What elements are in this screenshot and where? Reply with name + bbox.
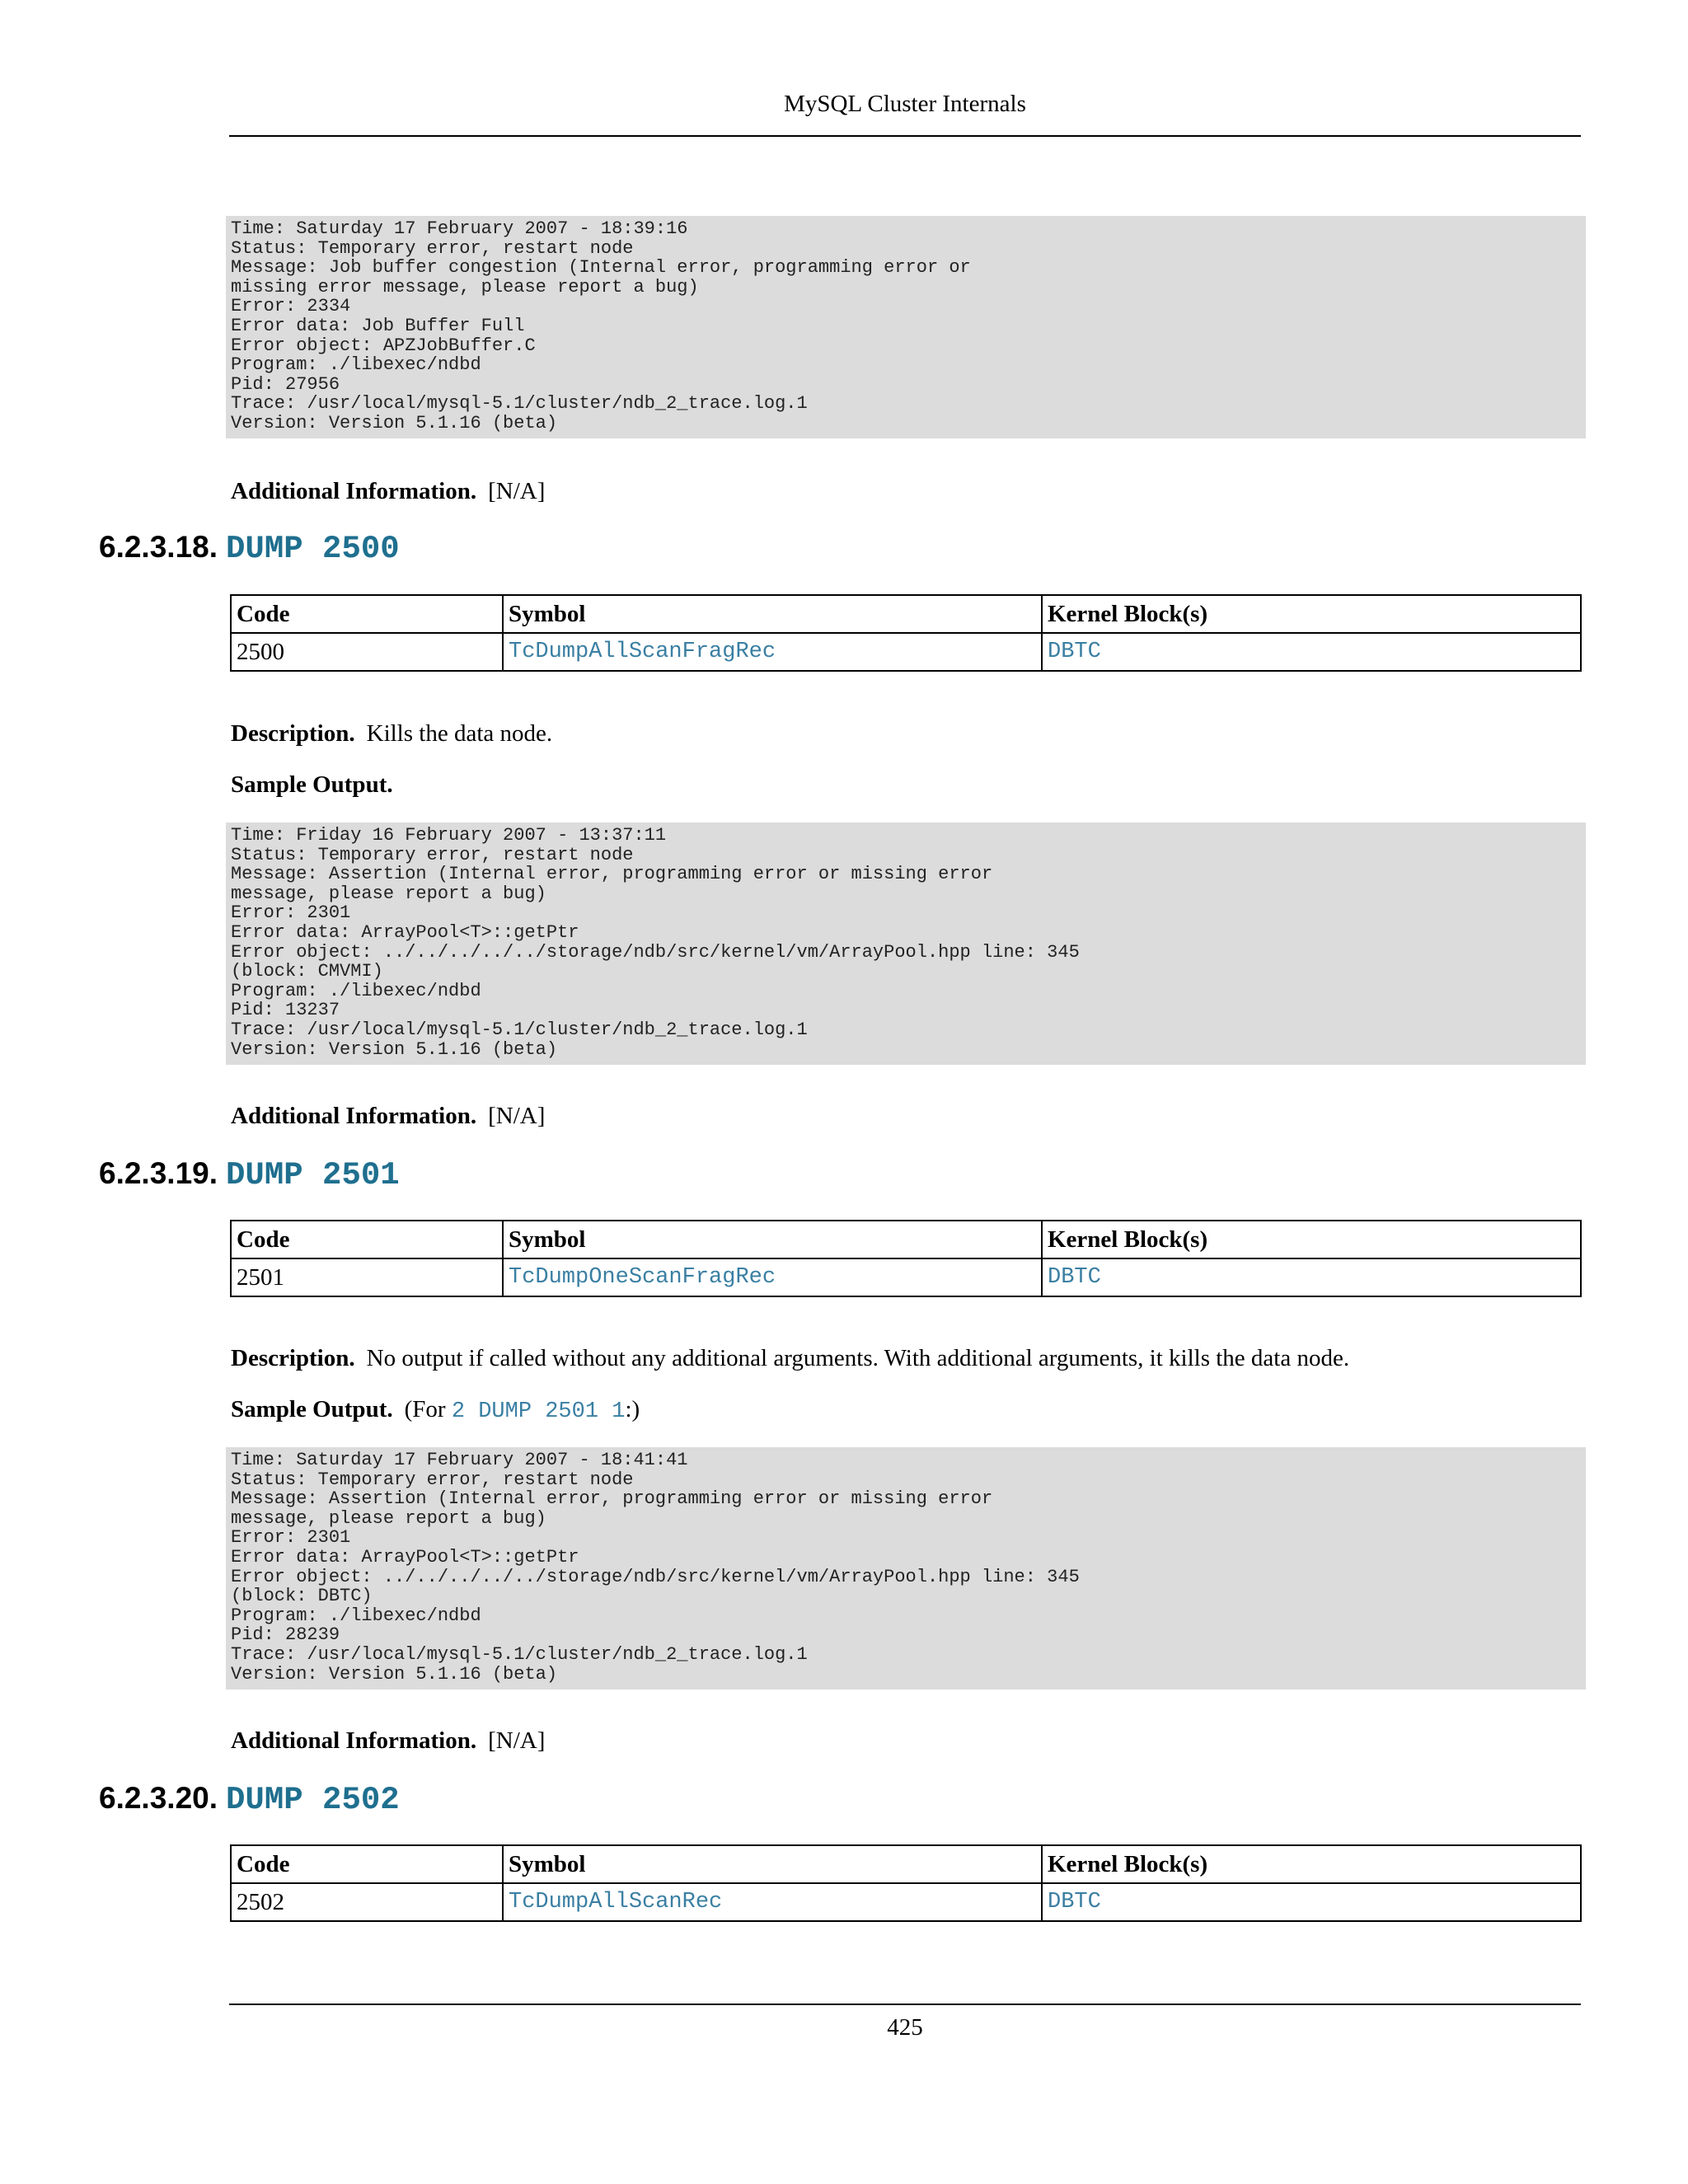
section-command: DUMP 2500 bbox=[226, 531, 400, 567]
column-header-kernel-blocks: Kernel Block(s) bbox=[1042, 595, 1581, 633]
additional-information-label: Additional Information. bbox=[231, 1103, 477, 1129]
description-text: No output if called without any additional arguments. With additional arguments, it kills the data node. bbox=[366, 1345, 1350, 1371]
section-command: DUMP 2502 bbox=[226, 1782, 400, 1818]
symbol-link[interactable]: TcDumpAllScanRec bbox=[503, 1883, 1042, 1921]
section-number: 6.2.3.19. bbox=[99, 1156, 218, 1190]
cell-code: 2500 bbox=[231, 633, 503, 671]
column-header-symbol: Symbol bbox=[503, 595, 1042, 633]
column-header-code: Code bbox=[231, 1221, 503, 1258]
section-number: 6.2.3.18. bbox=[99, 530, 218, 564]
additional-information bbox=[231, 1726, 1582, 1755]
page-number: 425 bbox=[887, 2014, 923, 2041]
additional-information-value: [N/A] bbox=[488, 1727, 546, 1754]
table-header-row bbox=[231, 1845, 1581, 1883]
sample-output-label: Sample Output. bbox=[231, 771, 393, 798]
table-row bbox=[231, 1258, 1581, 1296]
additional-information-label: Additional Information. bbox=[231, 478, 477, 504]
symbol-link[interactable]: TcDumpAllScanFragRec bbox=[503, 633, 1042, 671]
section-heading-dump-2502 bbox=[99, 1779, 400, 1820]
table-header-row bbox=[231, 595, 1581, 633]
description bbox=[231, 1343, 1582, 1373]
header-rule bbox=[229, 135, 1581, 137]
dump-info-table bbox=[230, 1844, 1582, 1922]
column-header-symbol: Symbol bbox=[503, 1221, 1042, 1258]
footer-rule bbox=[229, 2004, 1581, 2005]
additional-information-label: Additional Information. bbox=[231, 1727, 477, 1754]
sample-output-block: Time: Saturday 17 February 2007 - 18:39:16 Status: Temporary error, restart node Message: Job buffer congestion (Internal error, programming error or missing error message, please report a bug) Error: 2334 Error data: Job Buffer Full Error object: APZJobBuffer.C Program: ./libexec/ndbd Pid: 27956 Trace: /usr/local/mysql-5.1/cluster/ndb_2_trace.log.1 Version: Version 5.1.16 (beta) bbox=[226, 216, 1586, 438]
cell-code: 2502 bbox=[231, 1883, 503, 1921]
description-label: Description. bbox=[231, 1345, 355, 1371]
column-header-kernel-blocks: Kernel Block(s) bbox=[1042, 1845, 1581, 1883]
description bbox=[231, 719, 1582, 748]
additional-information-value: [N/A] bbox=[488, 1103, 546, 1129]
sample-output-label: Sample Output. bbox=[231, 1396, 393, 1422]
column-header-code: Code bbox=[231, 595, 503, 633]
column-header-code: Code bbox=[231, 1845, 503, 1883]
kernel-block-link[interactable]: DBTC bbox=[1042, 633, 1581, 671]
table-row bbox=[231, 1883, 1581, 1921]
table-header-row bbox=[231, 1221, 1581, 1258]
sample-command-link[interactable]: 2 DUMP 2501 1 bbox=[451, 1399, 626, 1424]
sample-output-prefix: (For bbox=[404, 1396, 446, 1422]
page-header: MySQL Cluster Internals bbox=[784, 91, 1026, 117]
sample-output-heading bbox=[231, 770, 1582, 799]
description-label: Description. bbox=[231, 720, 355, 747]
column-header-kernel-blocks: Kernel Block(s) bbox=[1042, 1221, 1581, 1258]
additional-information bbox=[231, 476, 1582, 506]
cell-code: 2501 bbox=[231, 1258, 503, 1296]
sample-output-block: Time: Saturday 17 February 2007 - 18:41:41 Status: Temporary error, restart node Message: Assertion (Internal error, programming error or missing error message, please report a bug) Error: 2301 Error data: ArrayPool<T>::getPtr Error object: ../../../../../storage/ndb/src/kernel/vm/ArrayPool.hpp line: 345 (block: DBTC) Program: ./libexec/ndbd Pid: 28239 Trace: /usr/local/mysql-5.1/cluster/ndb_2_trace.log.1 Version: Version 5.1.16 (beta) bbox=[226, 1447, 1586, 1690]
sample-output-suffix: :) bbox=[625, 1396, 640, 1422]
dump-info-table bbox=[230, 1220, 1582, 1297]
description-text: Kills the data node. bbox=[366, 720, 553, 747]
kernel-block-link[interactable]: DBTC bbox=[1042, 1258, 1581, 1296]
dump-info-table bbox=[230, 594, 1582, 672]
section-command: DUMP 2501 bbox=[226, 1157, 400, 1193]
section-number: 6.2.3.20. bbox=[99, 1781, 218, 1815]
column-header-symbol: Symbol bbox=[503, 1845, 1042, 1883]
sample-output-heading bbox=[231, 1394, 1582, 1427]
section-heading-dump-2500 bbox=[99, 527, 400, 569]
additional-information bbox=[231, 1101, 1582, 1131]
section-heading-dump-2501 bbox=[99, 1154, 400, 1195]
kernel-block-link[interactable]: DBTC bbox=[1042, 1883, 1581, 1921]
table-row bbox=[231, 633, 1581, 671]
symbol-link[interactable]: TcDumpOneScanFragRec bbox=[503, 1258, 1042, 1296]
additional-information-value: [N/A] bbox=[488, 478, 546, 504]
sample-output-block: Time: Friday 16 February 2007 - 13:37:11 Status: Temporary error, restart node Message: Assertion (Internal error, programming error or missing error message, please report a bug) Error: 2301 Error data: ArrayPool<T>::getPtr Error object: ../../../../../storage/ndb/src/kernel/vm/ArrayPool.hpp line: 345 (block: CMVMI) Program: ./libexec/ndbd Pid: 13237 Trace: /usr/local/mysql-5.1/cluster/ndb_2_trace.log.1 Version: Version 5.1.16 (beta) bbox=[226, 823, 1586, 1065]
